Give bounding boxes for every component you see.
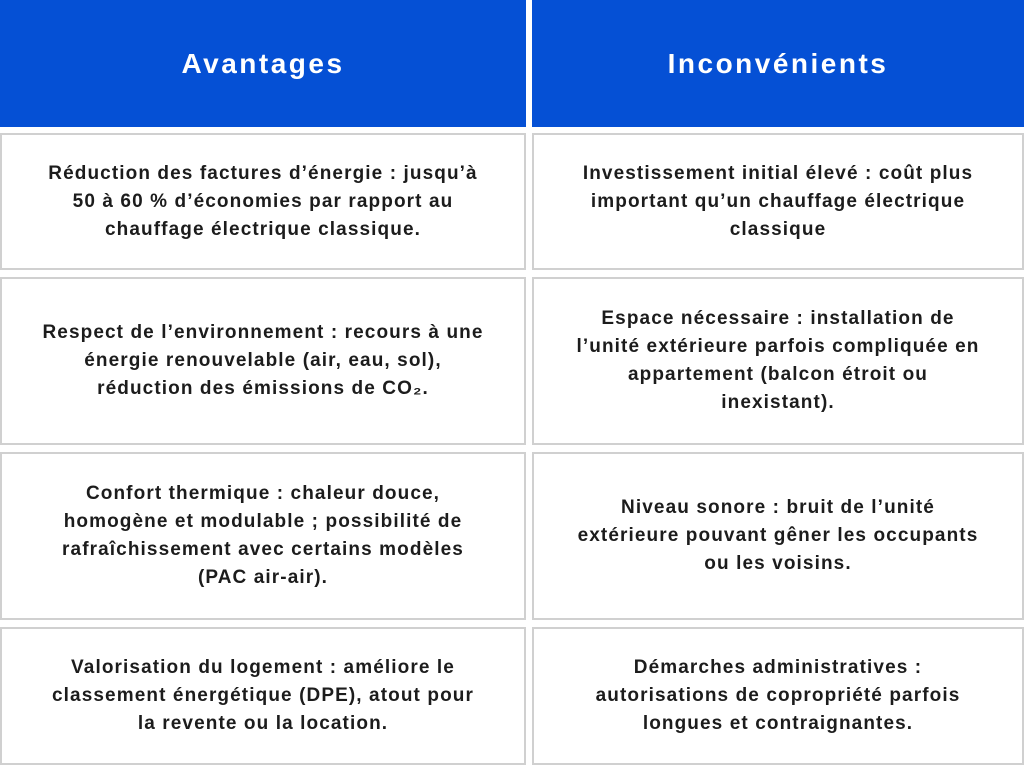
cell-line: inexistant). xyxy=(721,392,835,413)
header-avantages-label: Avantages xyxy=(181,47,345,79)
cell-line: Valorisation du logement : améliore le xyxy=(71,657,455,678)
header-avantages xyxy=(0,0,526,127)
cell-line: l’unité extérieure parfois compliquée en xyxy=(576,336,980,357)
cell-line: classique xyxy=(729,218,827,240)
cell-avantage xyxy=(0,133,526,270)
cell-line: Niveau sonore : bruit de l’unité xyxy=(621,497,935,518)
cell-avantage xyxy=(0,627,526,765)
cell-line: ou les voisins. xyxy=(704,553,852,574)
cell-line: appartement (balcon étroit ou xyxy=(627,364,929,385)
cell-line: important qu’un chauffage électrique xyxy=(590,190,966,212)
cell-line: la revente ou la location. xyxy=(137,713,389,734)
cell-line: énergie renouvelable (air, eau, sol), xyxy=(84,350,442,371)
cell-inconvenient xyxy=(532,133,1024,270)
cell-line: Démarches administratives : xyxy=(633,657,923,678)
cell-line: chauffage électrique classique. xyxy=(104,218,422,240)
header-inconvenients xyxy=(532,0,1024,127)
header-inconvenients-label: Inconvénients xyxy=(667,47,889,79)
cell-line: homogène et modulable ; possibilité de xyxy=(63,511,463,532)
cell-line: Investissement initial élevé : coût plus xyxy=(582,162,974,184)
cell-line: Confort thermique : chaleur douce, xyxy=(85,483,441,504)
cell-avantage xyxy=(0,452,526,620)
cell-line: extérieure pouvant gêner les occupants xyxy=(577,525,979,546)
cell-line: Réduction des factures d’énergie : jusqu’à xyxy=(48,162,478,184)
cell-line: Espace nécessaire : installation de xyxy=(601,308,955,329)
cell-line: classement énergétique (DPE), atout pour xyxy=(52,685,474,706)
cell-line: réduction des émissions de CO₂. xyxy=(97,378,429,399)
cell-line: longues et contraignantes. xyxy=(642,713,914,734)
cell-line: autorisations de copropriété parfois xyxy=(595,685,961,706)
cell-line: Respect de l’environnement : recours à une xyxy=(42,322,484,343)
cell-inconvenient xyxy=(532,277,1024,445)
cell-line: (PAC air-air). xyxy=(197,567,329,588)
cell-line: rafraîchissement avec certains modèles xyxy=(62,539,464,560)
cell-inconvenient xyxy=(532,452,1024,620)
cell-avantage xyxy=(0,277,526,445)
cell-inconvenient xyxy=(532,627,1024,765)
cell-line: 50 à 60 % d’économies par rapport au xyxy=(72,190,454,212)
